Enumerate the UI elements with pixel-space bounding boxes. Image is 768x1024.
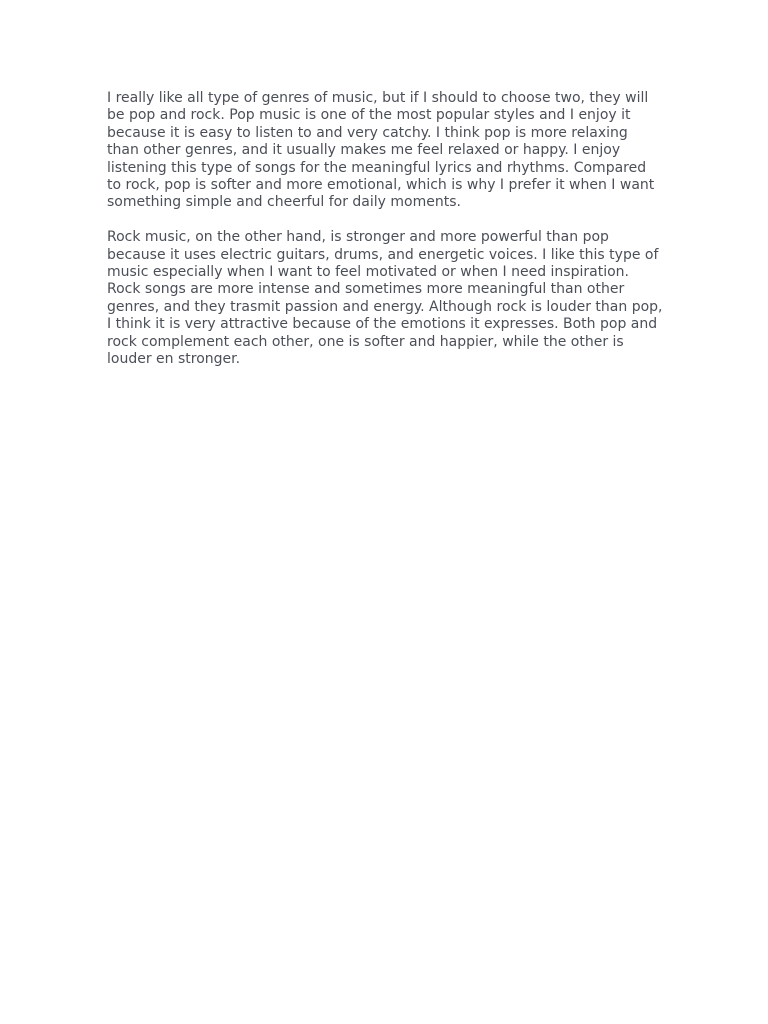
paragraph-pop: I really like all type of genres of music, but if I should to choose two, they will be pop and rock. Pop music is one of the most popular styles and I enjoy it because it is easy to listen to and very catchy. I think pop is more relaxing than other genres, and it usually makes me feel relaxed or happy. I enjoy listening this type of songs for the meaningful lyrics and rhythms. Compared to rock, pop is softer and more emotional, which is why I prefer it when I want something simple and cheerful for daily moments. <box>107 90 655 211</box>
document-body <box>107 90 663 386</box>
paragraph-rock: Rock music, on the other hand, is stronger and more powerful than pop because it uses electric guitars, drums, and energetic voices. I like this type of music especially when I want to feel motivated or when I need inspiration. Rock songs are more intense and sometimes more meaningful than other genres, and they trasmit passion and energy. Although rock is louder than pop, I think it is very attractive because of the emotions it expresses. Both pop and rock complement each other, one is softer and happier, while the other is louder en stronger. <box>107 229 663 368</box>
